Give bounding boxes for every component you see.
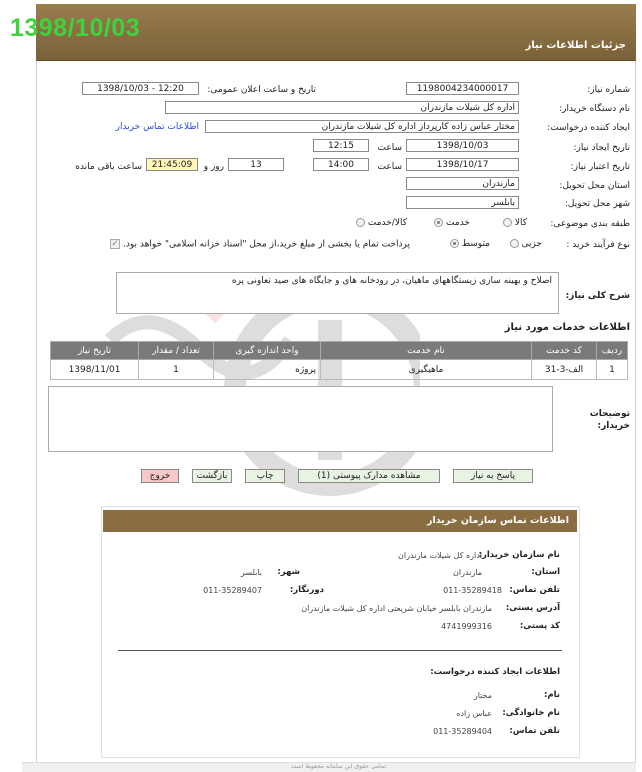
description-box: اصلاح و بهینه سازی زیستگاههای ماهیان، در رودخانه های و جایگاه های صید تعاونی پره — [116, 272, 559, 314]
col-name-header: نام خدمت — [321, 342, 532, 360]
cell-qty: 1 — [139, 360, 214, 380]
days-remaining-field: 13 — [228, 158, 284, 171]
process-option-minor[interactable]: جزیی — [510, 239, 542, 249]
col-code-header: کد خدمت — [532, 342, 597, 360]
province-contact-label: استان: — [531, 567, 560, 577]
days-label: روز و — [203, 162, 224, 172]
province-label: استان محل تحویل: — [559, 181, 630, 191]
category-label: طبقه بندی موضوعی: — [550, 219, 630, 229]
create-time-label: ساعت — [377, 143, 402, 153]
radio-minor-icon[interactable] — [510, 239, 519, 248]
valid-time-label: ساعت — [377, 162, 402, 172]
valid-date-field: 1398/10/17 — [406, 158, 519, 171]
address-label: آدرس پستی: — [505, 603, 560, 613]
date-stamp: 1398/10/03 — [10, 14, 141, 42]
valid-date-label: تاریخ اعتبار نیاز: — [570, 162, 630, 172]
back-button[interactable]: بازگشت — [192, 469, 232, 483]
treasury-option[interactable] — [110, 239, 410, 250]
name-label: نام: — [543, 690, 560, 700]
province-field: مازندران — [406, 177, 519, 190]
fax-value: 011-35289407 — [203, 586, 262, 595]
services-title: اطلاعات خدمات مورد نیاز — [504, 322, 630, 333]
creator-info-title: اطلاعات ایجاد کننده درخواست: — [430, 667, 560, 677]
fax-label: دورنگار: — [289, 585, 324, 595]
create-date-label: تاریخ ایجاد نیاز: — [573, 143, 630, 153]
checkbox-treasury-icon[interactable]: ✓ — [111, 239, 119, 249]
phone-value: 011-35289418 — [443, 586, 502, 595]
buyer-label: نام دستگاه خریدار: — [559, 104, 630, 114]
radio-goods-icon[interactable] — [503, 218, 512, 227]
family-label: نام خانوادگی: — [502, 708, 560, 718]
contact-divider — [118, 650, 562, 651]
creator-field: مختار عباس زاده کارپرداز اداره کل شیلات مازندران — [205, 120, 519, 133]
col-date-header: تاریخ نیاز — [51, 342, 139, 360]
category-option-service[interactable]: خدمت — [434, 218, 470, 228]
need-number-field: 1198004234000017 — [406, 82, 519, 95]
org-value: اداره کل شیلات مازندران — [398, 551, 482, 560]
phone-label: تلفن تماس: — [509, 585, 560, 595]
remaining-time-field: 21:45:09 — [146, 158, 198, 171]
org-label: نام سازمان خریدار: — [478, 550, 560, 560]
buyer-notes-box — [48, 386, 553, 452]
city-contact-value: بابلسر — [240, 568, 262, 577]
col-qty-header: تعداد / مقدار — [139, 342, 214, 360]
create-time-field: 12:15 — [313, 139, 369, 152]
city-contact-label: شهر: — [277, 567, 300, 577]
footer-text: تمامی حقوق این سامانه محفوظ است — [290, 763, 386, 770]
category-option-both[interactable]: کالا/خدمت — [356, 218, 407, 228]
services-table — [50, 341, 628, 380]
treasury-note: پرداخت تمام یا بخشی از مبلغ خرید،از محل "اسناد خزانه اسلامی" خواهد بود. — [122, 239, 410, 250]
category-option-goods[interactable]: کالا — [503, 218, 527, 228]
valid-time-field: 14:00 — [313, 158, 369, 171]
services-header-row — [51, 342, 628, 360]
contact-title: اطلاعات تماس سازمان خریدار — [426, 515, 569, 526]
city-label: شهر محل تحویل: — [564, 199, 630, 209]
exit-button[interactable]: خروج — [141, 469, 179, 483]
province-contact-value: مازندران — [453, 568, 482, 577]
process-label: نوع فرآیند خرید : — [566, 240, 630, 250]
cell-code: الف-3-31 — [532, 360, 597, 380]
postal-label: کد پستی: — [519, 621, 560, 631]
col-row-header: ردیف — [597, 342, 628, 360]
creator-phone-label: تلفن تماس: — [509, 726, 560, 736]
buyer-contact-link[interactable]: اطلاعات تماس خریدار — [115, 122, 199, 132]
radio-medium-icon[interactable] — [450, 239, 459, 248]
need-number-label: شماره نیاز: — [587, 85, 630, 95]
table-row — [51, 360, 628, 380]
cell-date: 1398/11/01 — [51, 360, 139, 380]
description-label: شرح کلی نیاز: — [565, 291, 630, 301]
page-title: جزئیات اطلاعات نیاز — [525, 40, 626, 51]
creator-label: ایجاد کننده درخواست: — [547, 123, 630, 133]
family-value: عباس زاده — [456, 709, 492, 718]
cell-row: 1 — [597, 360, 628, 380]
attachments-button[interactable]: مشاهده مدارک پیوستی (1) — [298, 469, 440, 483]
name-value: مختار — [473, 691, 492, 700]
postal-value: 4741999316 — [441, 622, 492, 631]
radio-service-icon[interactable] — [434, 218, 443, 227]
reply-button[interactable]: پاسخ به نیاز — [453, 469, 533, 483]
notes-label: توضیحات خریدار: — [589, 409, 630, 431]
buyer-field: اداره کل شیلات مازندران — [165, 101, 519, 114]
contact-panel-header — [103, 510, 577, 532]
city-field: بابلسر — [406, 196, 519, 209]
create-date-field: 1398/10/03 — [406, 139, 519, 152]
col-unit-header: واحد اندازه گیری — [214, 342, 321, 360]
print-button[interactable]: چاپ — [245, 469, 285, 483]
contact-panel — [101, 506, 580, 758]
remaining-label: ساعت باقی مانده — [75, 162, 142, 172]
process-option-medium[interactable]: متوسط — [450, 239, 490, 249]
creator-phone-value: 011-35289404 — [433, 727, 492, 736]
announce-field: 1398/10/03 - 12:20 — [82, 82, 199, 95]
cell-unit: پروژه — [214, 360, 321, 380]
radio-both-icon[interactable] — [356, 218, 365, 227]
announce-label: تاریخ و ساعت اعلان عمومی: — [207, 85, 316, 95]
cell-name: ماهیگیری — [321, 360, 532, 380]
address-value: مازندران بابلسر خیابان شریعتی اداره کل شیلات مازندران — [301, 604, 492, 613]
